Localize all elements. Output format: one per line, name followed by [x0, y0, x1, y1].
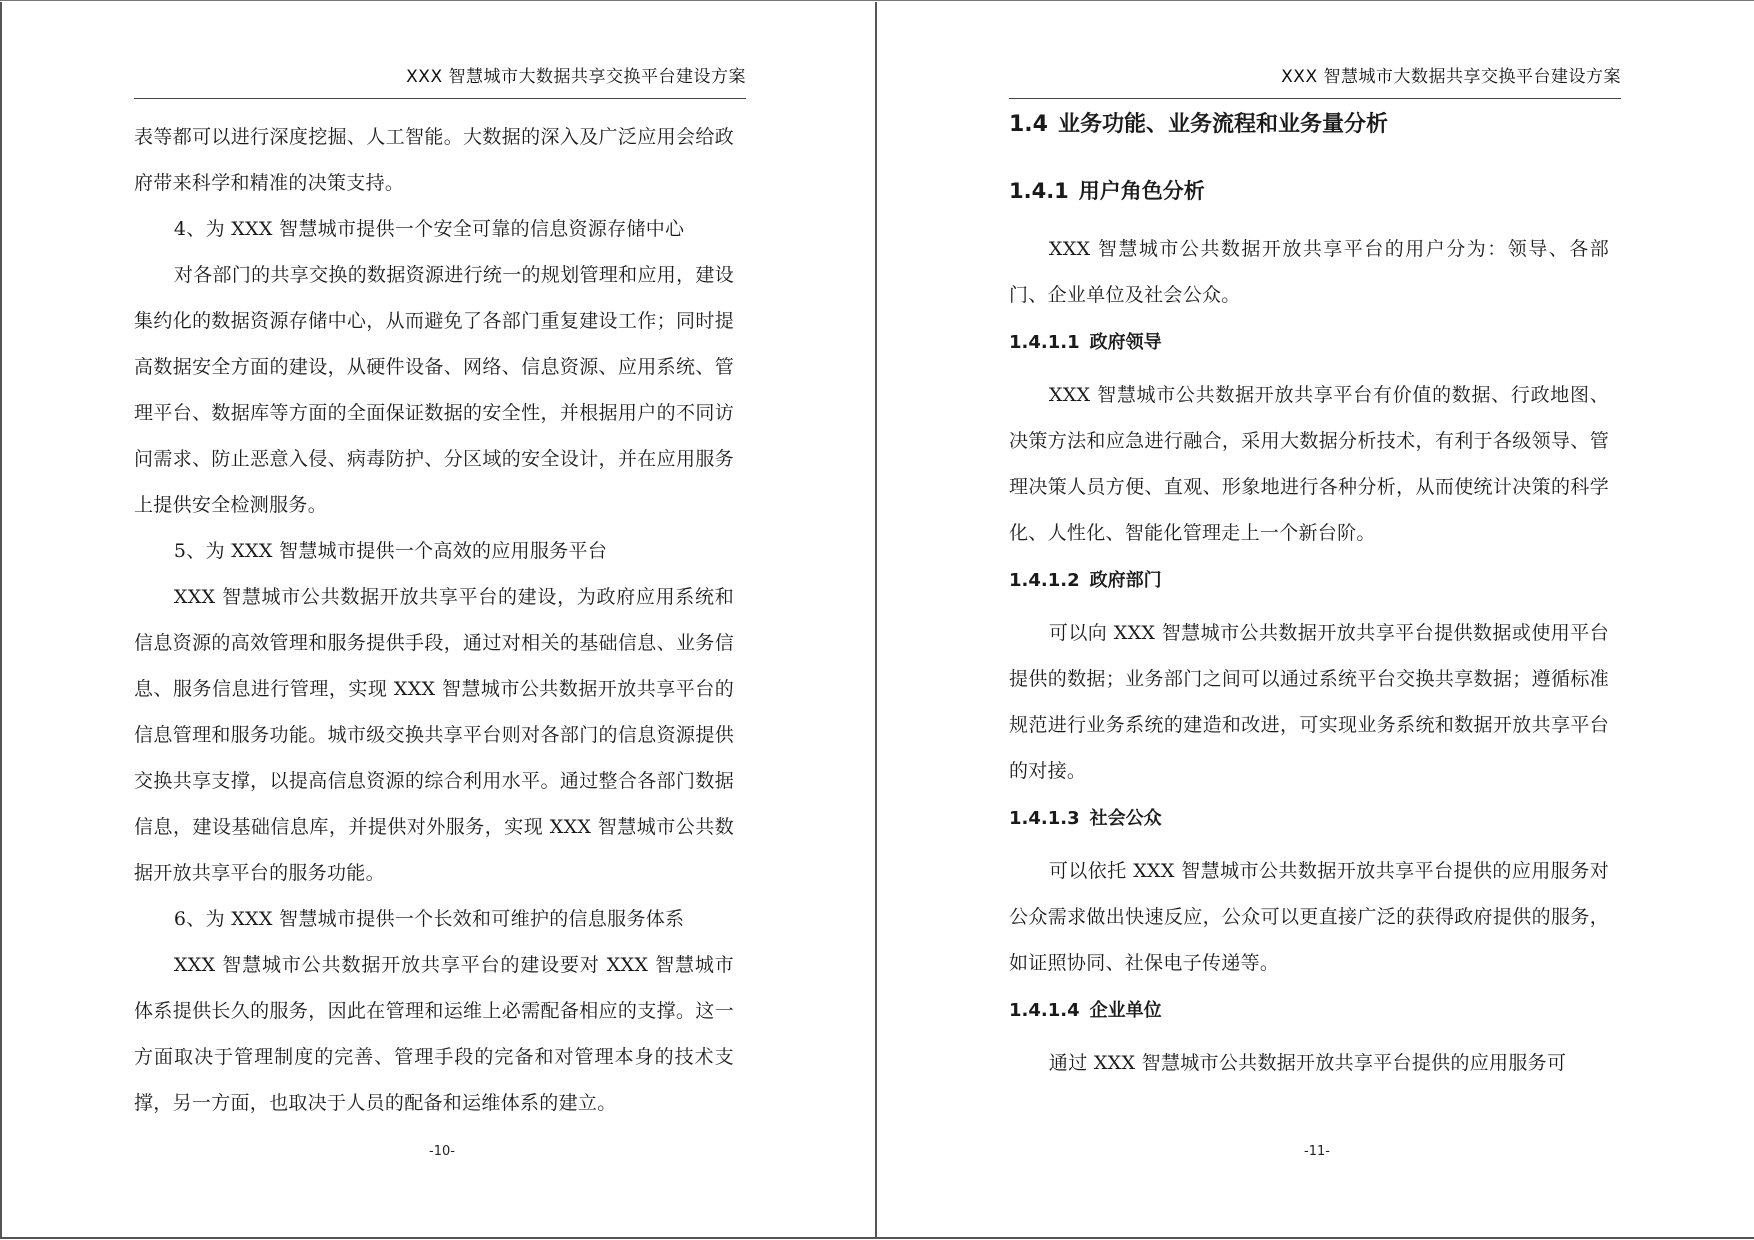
subsubsection-title: 政府领导	[1089, 332, 1162, 353]
subsubsection-heading	[1009, 566, 1609, 596]
running-header: XXX 智慧城市大数据共享交换平台建设方案	[1281, 67, 1621, 87]
page-body	[134, 114, 734, 1126]
paragraph: XXX 智慧城市公共数据开放共享平台的建设，为政府应用系统和信息资源的高效管理和服务提供手段，通过对相关的基础信息、业务信息、服务信息进行管理，实现 XXX 智慧城市公共数据开放共享平台的信息管理和服务功能。城市级交换共享平台则对各部门的信息资源提供交换共享支撑，以提高信息资源的综合利用水平。通过整合各部门数据信息，建设基础信息库，并提供对外服务，实现 XXX 智慧城市公共数据开放共享平台的服务功能。	[134, 586, 734, 884]
list-item-heading: 4、为 XXX 智慧城市提供一个安全可靠的信息资源存储中心	[173, 218, 685, 240]
section-number: 1.4	[1009, 112, 1048, 137]
subsection-title: 用户角色分析	[1078, 179, 1205, 203]
subsubsection-number: 1.4.1.3	[1009, 808, 1080, 829]
running-header: XXX 智慧城市大数据共享交换平台建设方案	[406, 67, 746, 87]
page-left	[0, 2, 876, 1239]
subsubsection-number: 1.4.1.1	[1009, 332, 1080, 353]
list-item-heading: 5、为 XXX 智慧城市提供一个高效的应用服务平台	[173, 540, 608, 562]
paragraph: 可以依托 XXX 智慧城市公共数据开放共享平台提供的应用服务对公众需求做出快速反应，公众可以更直接广泛的获得政府提供的服务，如证照协同、社保电子传递等。	[1009, 860, 1609, 974]
paragraph: 可以向 XXX 智慧城市公共数据开放共享平台提供数据或使用平台提供的数据；业务部门之间可以通过系统平台交换共享数据；遵循标准规范进行业务系统的建造和改进，可实现业务系统和数据开放共享平台的对接。	[1009, 622, 1609, 782]
header-rule	[134, 98, 746, 99]
subsubsection-title: 社会公众	[1089, 808, 1162, 829]
list-item-heading: 6、为 XXX 智慧城市提供一个长效和可维护的信息服务体系	[173, 908, 685, 930]
paragraph: 通过 XXX 智慧城市公共数据开放共享平台提供的应用服务可	[1048, 1052, 1567, 1074]
section-title: 业务功能、业务流程和业务量分析	[1057, 112, 1388, 137]
paragraph: XXX 智慧城市公共数据开放共享平台的用户分为：领导、各部门、企业单位及社会公众。	[1009, 238, 1609, 306]
page-number: -10-	[429, 1144, 455, 1159]
subsubsection-number: 1.4.1.4	[1009, 1000, 1080, 1021]
page-body	[1009, 110, 1609, 1086]
page-right	[876, 2, 1754, 1239]
subsubsection-heading	[1009, 996, 1609, 1026]
paragraph: XXX 智慧城市公共数据开放共享平台的建设要对 XXX 智慧城市体系提供长久的服务，因此在管理和运维上必需配备相应的支撑。这一方面取决于管理制度的完善、管理手段的完备和对管理本身的技术支撑，另一方面，也取决于人员的配备和运维体系的建立。	[134, 954, 734, 1114]
paragraph: XXX 智慧城市公共数据开放共享平台有价值的数据、行政地图、决策方法和应急进行融合，采用大数据分析技术，有利于各级领导、管理决策人员方便、直观、形象地进行各种分析，从而使统计决策的科学化、人性化、智能化管理走上一个新台阶。	[1009, 384, 1609, 544]
subsubsection-heading	[1009, 804, 1609, 834]
subsubsection-title: 政府部门	[1089, 570, 1162, 591]
subsection-number: 1.4.1	[1009, 179, 1069, 203]
subsubsection-number: 1.4.1.2	[1009, 570, 1080, 591]
subsubsection-title: 企业单位	[1089, 1000, 1162, 1021]
header-rule	[1009, 98, 1621, 99]
page-number: -11-	[1304, 1144, 1330, 1159]
subsection-heading	[1009, 176, 1609, 206]
paragraph: 对各部门的共享交换的数据资源进行统一的规划管理和应用，建设集约化的数据资源存储中心，从而避免了各部门重复建设工作；同时提高数据安全方面的建设，从硬件设备、网络、信息资源、应用系统、管理平台、数据库等方面的全面保证数据的安全性，并根据用户的不同访问需求、防止恶意入侵、病毒防护、分区域的安全设计，并在应用服务上提供安全检测服务。	[134, 264, 734, 516]
paragraph: 表等都可以进行深度挖掘、人工智能。大数据的深入及广泛应用会给政府带来科学和精准的决策支持。	[134, 126, 734, 194]
subsubsection-heading	[1009, 328, 1609, 358]
section-heading	[1009, 110, 1609, 140]
